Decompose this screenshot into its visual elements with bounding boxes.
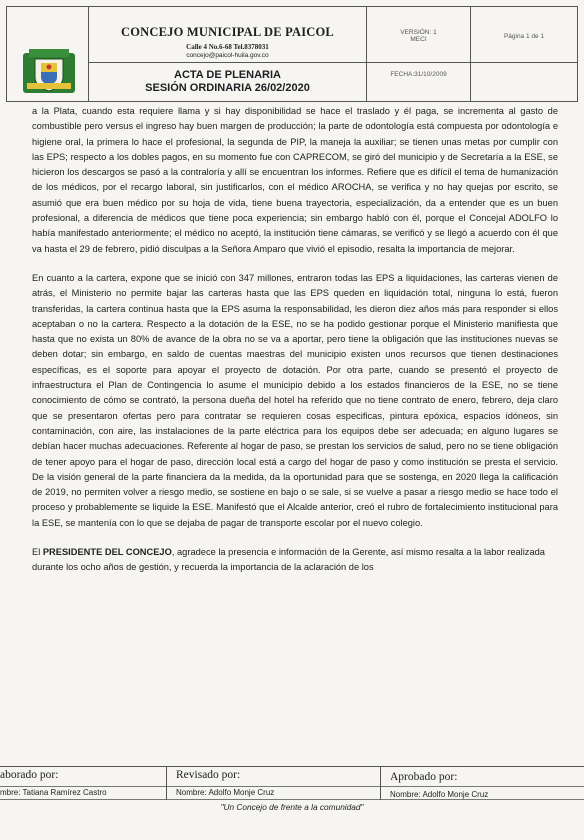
fecha-text: FECHA:31/10/2009	[390, 71, 447, 78]
footer-top-rule	[0, 766, 584, 767]
elaborado-label: aborado por:	[0, 769, 59, 781]
paragraph-3-rest: , agradece la presencia e información de la Gerente, así mismo resalta a la labor realizada durante los ocho años de gestión, y recuerda la importancia de la aclaración de los	[32, 547, 545, 573]
version-value: MECI	[410, 36, 427, 43]
municipal-shield-logo	[21, 47, 77, 95]
footer-separator	[166, 766, 167, 800]
session-title: SESIÓN ORDINARIA 26/02/2020	[145, 82, 310, 94]
aprobado-label: Aprobado por:	[390, 771, 458, 783]
version-cell	[367, 7, 471, 63]
footer-bottom-rule	[0, 799, 584, 800]
acta-cell	[89, 63, 367, 101]
footer-middle-rule	[0, 786, 584, 787]
paragraph-3-lead: El	[32, 547, 43, 558]
organization-email: concejo@paicol-huila.gov.co	[186, 52, 269, 59]
signature-footer	[0, 766, 584, 826]
organization-address: Calle 4 No.6-68 Tel.8378031	[186, 43, 269, 51]
president-label: PRESIDENTE DEL CONCEJO	[42, 547, 172, 558]
paragraph-2: En cuanto a la cartera, expone que se inició con 347 millones, entraron todas las EPS a liquidaciones, las carteras vienen de atrás, el Ministerio no permite bajar las carteras hasta que las EPS queden en liquidación total, ninguna lo está, fueron transferidas, la cartera continua hasta que la EPS asuma la responsabilidad, les dieron diez años más para responder si ellos aceptaban o no la cartera. Respecto a la dotación de la ESE, no se ha podido gestionar porque el Ministerio manifiesta que hasta que no exista un 80% de avance de la obra no se va a aportar, pero tiene la obligación que las instituciones nuevas se deben dotar; sin embargo, en saldo de cuentas maestras del municipio existen unos recursos que tienen destinaciones específicas, es el soporte para apoyar el proyecto de dotación. Por otra parte, cuando se presentó el proyecto de infraestructura el Plan de Contingencia lo asume el municipio debido a los estados financieros de la ESE, no se tiene conocimiento de cómo se contrató, la persona dueña del hotel ha referido que no tiene contrato de enero, febrero, deja claro que se presentaron ofertas pero para contratar se requieren cosas especificas, pintura epóxica, espacios idóneos, sin contaminación, con aire, las instalaciones de la parte eléctrica para los equipos debe ser adecuada; en alguno lugares se debían hacer muchas adecuaciones. Referente al hogar de paso, se prestan los servicios de salud, pero no se tiene obligación de tener apoyo para el hogar de paso, dirección local está a cargo del hogar de paso y como institución se presta el servicio. De la visión general de la parte financiera da la medida, da la oportunidad para que se sostenga, en 2020 llega la calificación de 2019, no permiten volver a riesgo medio, se sostiene en bajo o se sale, si se vuelve a pasar a riesgo medio se hace todo el proceso y probablemente se liquide la ESE. Manifestó que el Alcalde anterior, creó el rubro de fortalecimiento institucional para la ESE, se mantenía con lo que se dejaba de pagar de transporte escolar por el nuevo colegio.	[32, 272, 558, 528]
page-number: Página 1 de 1	[503, 33, 545, 40]
blank-cell	[471, 63, 577, 101]
title-cell	[89, 7, 367, 63]
elaborado-name: mbre: Tatiana Ramírez Castro	[0, 788, 107, 797]
version-label: VERSIÓN: 1	[400, 29, 437, 36]
page-number-cell	[471, 7, 577, 63]
revisado-label: Revisado por:	[176, 769, 241, 781]
paragraph-3	[32, 545, 558, 576]
acta-title: ACTA DE PLENARIA	[174, 69, 281, 81]
logo-cell	[7, 7, 89, 101]
fecha-cell	[367, 63, 471, 101]
aprobado-name: Nombre: Adolfo Monje Cruz	[390, 790, 489, 799]
footer-separator	[380, 766, 381, 800]
revisado-name: Nombre: Adolfo Monje Cruz	[176, 788, 275, 797]
organization-name: CONCEJO MUNICIPAL DE PAICOL	[121, 25, 334, 39]
document-header	[6, 6, 578, 102]
paragraph-1: a la Plata, cuando esta requiere llama y si hay disponibilidad se hace el traslado y él paga, se incrementa al gasto de combustible pero versus el ingreso hay buen margen de producción; la parte de odontología está compuesta por odontología e higiene oral, la primera lo hace el profesional, la segunda de PIP, la maneja la auxiliar; se tienen unas metas por cumplir con las EPS; respecto a los dobles pagos, en su momento fue con CAPRECOM, se giró del municipio y de Secretaría a la ESE, se hicieron los descargos se pasó a la contraloría y allí se encuentran los informes. Refiere que es difícil el tema de humanización de los médicos, por el recargo laboral, sin justificarlos, con el médico AROCHA, se verifica y no hay quejas por escrito, se asumió que era buen médico por su hoja de vida, tiene buena trayectoria, especialización, da a entender que es un buen profesional, a diferencia de médicos que tiene poca experiencia; sin embargo habló con él, porque el Concejal ADOLFO lo había manifestado anteriormente; el médico no aceptó, la institución tiene cámaras, se verificó y se llegó a acuerdo con él que va hasta el 29 de febrero, pidió disculpas a la Señora Amparo que vivió el episodio, resalta la importancia de mejorar.	[32, 106, 558, 254]
document-body	[32, 104, 558, 576]
footer-slogan: "Un Concejo de frente a la comunidad"	[220, 802, 364, 812]
